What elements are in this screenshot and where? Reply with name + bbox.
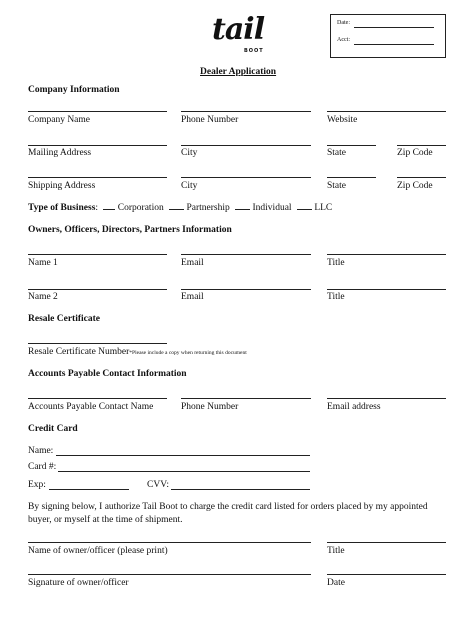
- credit-heading: Credit Card: [28, 424, 78, 434]
- date-label: Date:: [337, 20, 350, 26]
- ap-phone-field[interactable]: [181, 398, 311, 399]
- business-type-row: [28, 203, 332, 213]
- owner-print-title-label: Title: [327, 546, 345, 556]
- company-phone-label: Phone Number: [181, 115, 239, 125]
- owner1-name-field[interactable]: [28, 254, 167, 255]
- corporation-blank[interactable]: [103, 209, 115, 210]
- shipping-zip-field[interactable]: [397, 177, 446, 178]
- owner1-title-field[interactable]: [327, 254, 446, 255]
- company-website-field[interactable]: [327, 111, 446, 112]
- signature-date-field[interactable]: [327, 574, 446, 575]
- cc-name-label: Name:: [28, 446, 54, 456]
- ap-contact-name-field[interactable]: [28, 398, 167, 399]
- owner-print-name-label: Name of owner/officer (please print): [28, 546, 168, 556]
- cc-exp-label: Exp:: [28, 480, 46, 490]
- owner-print-name-field[interactable]: [28, 542, 311, 543]
- mailing-address-field[interactable]: [28, 145, 167, 146]
- mailing-state-label: State: [327, 148, 346, 158]
- resale-field-text: Resale Certificate Number: [28, 347, 130, 357]
- acct-label: Acct:: [337, 37, 350, 43]
- owner1-name-label: Name 1: [28, 258, 58, 268]
- business-type-label: Type of Business: [28, 203, 96, 213]
- owner2-name-label: Name 2: [28, 292, 58, 302]
- signature-date-label: Date: [327, 578, 345, 588]
- mailing-city-label: City: [181, 148, 198, 158]
- accounts-heading: Accounts Payable Contact Information: [28, 369, 187, 379]
- llc-blank[interactable]: [297, 209, 312, 210]
- owner1-email-label: Email: [181, 258, 204, 268]
- cc-cvv-field[interactable]: [171, 489, 310, 490]
- logo-sub: BOOT: [244, 48, 264, 54]
- acct-field[interactable]: [354, 44, 434, 45]
- individual-blank[interactable]: [235, 209, 250, 210]
- owner2-title-label: Title: [327, 292, 345, 302]
- llc-label: LLC: [314, 203, 333, 213]
- cc-exp-field[interactable]: [49, 489, 129, 490]
- shipping-state-field[interactable]: [327, 177, 376, 178]
- owner2-email-field[interactable]: [181, 289, 311, 290]
- partnership-label: Partnership: [186, 203, 230, 213]
- mailing-state-field[interactable]: [327, 145, 376, 146]
- shipping-state-label: State: [327, 181, 346, 191]
- company-phone-field[interactable]: [181, 111, 311, 112]
- authorization-line-1: By signing below, I authorize Tail Boot to charge the credit card listed for orders placed by my appointed: [28, 502, 428, 512]
- logo: [212, 12, 264, 47]
- corporation-label: Corporation: [117, 203, 164, 213]
- ap-email-label: Email address: [327, 402, 381, 412]
- owner2-email-label: Email: [181, 292, 204, 302]
- owners-heading: Owners, Officers, Directors, Partners Information: [28, 225, 232, 235]
- mailing-zip-label: Zip Code: [397, 148, 433, 158]
- shipping-city-field[interactable]: [181, 177, 311, 178]
- ap-email-field[interactable]: [327, 398, 446, 399]
- ap-phone-label: Phone Number: [181, 402, 239, 412]
- mailing-address-label: Mailing Address: [28, 148, 92, 158]
- resale-note: *Please include a copy when returning this document: [129, 350, 247, 356]
- resale-number-field[interactable]: [28, 343, 167, 344]
- mailing-city-field[interactable]: [181, 145, 311, 146]
- cc-name-field[interactable]: [56, 455, 310, 456]
- date-field[interactable]: [354, 27, 434, 28]
- owner2-name-field[interactable]: [28, 289, 167, 290]
- owner-signature-label: Signature of owner/officer: [28, 578, 129, 588]
- authorization-line-2: buyer, or myself at the time of shipment.: [28, 515, 183, 525]
- shipping-address-label: Shipping Address: [28, 181, 96, 191]
- shipping-zip-label: Zip Code: [397, 181, 433, 191]
- company-name-label: Company Name: [28, 115, 91, 125]
- cc-card-label: Card #:: [28, 462, 57, 472]
- cc-cvv-label: CVV:: [147, 480, 169, 490]
- owner-signature-field[interactable]: [28, 574, 311, 575]
- partnership-blank[interactable]: [169, 209, 184, 210]
- cc-card-field[interactable]: [58, 471, 310, 472]
- company-website-label: Website: [327, 115, 358, 125]
- owner2-title-field[interactable]: [327, 289, 446, 290]
- shipping-city-label: City: [181, 181, 198, 191]
- business-type-colon: :: [95, 203, 99, 213]
- company-name-field[interactable]: [28, 111, 167, 112]
- company-heading: Company Information: [28, 85, 120, 95]
- owner1-email-field[interactable]: [181, 254, 311, 255]
- page-title: Dealer Application: [200, 67, 277, 77]
- individual-label: Individual: [252, 203, 292, 213]
- resale-heading: Resale Certificate: [28, 314, 101, 324]
- logo-word: tail: [212, 12, 265, 47]
- ap-contact-name-label: Accounts Payable Contact Name: [28, 402, 154, 412]
- mailing-zip-field[interactable]: [397, 145, 446, 146]
- shipping-address-field[interactable]: [28, 177, 167, 178]
- owner-print-title-field[interactable]: [327, 542, 446, 543]
- resale-number-label: [28, 347, 247, 357]
- owner1-title-label: Title: [327, 258, 345, 268]
